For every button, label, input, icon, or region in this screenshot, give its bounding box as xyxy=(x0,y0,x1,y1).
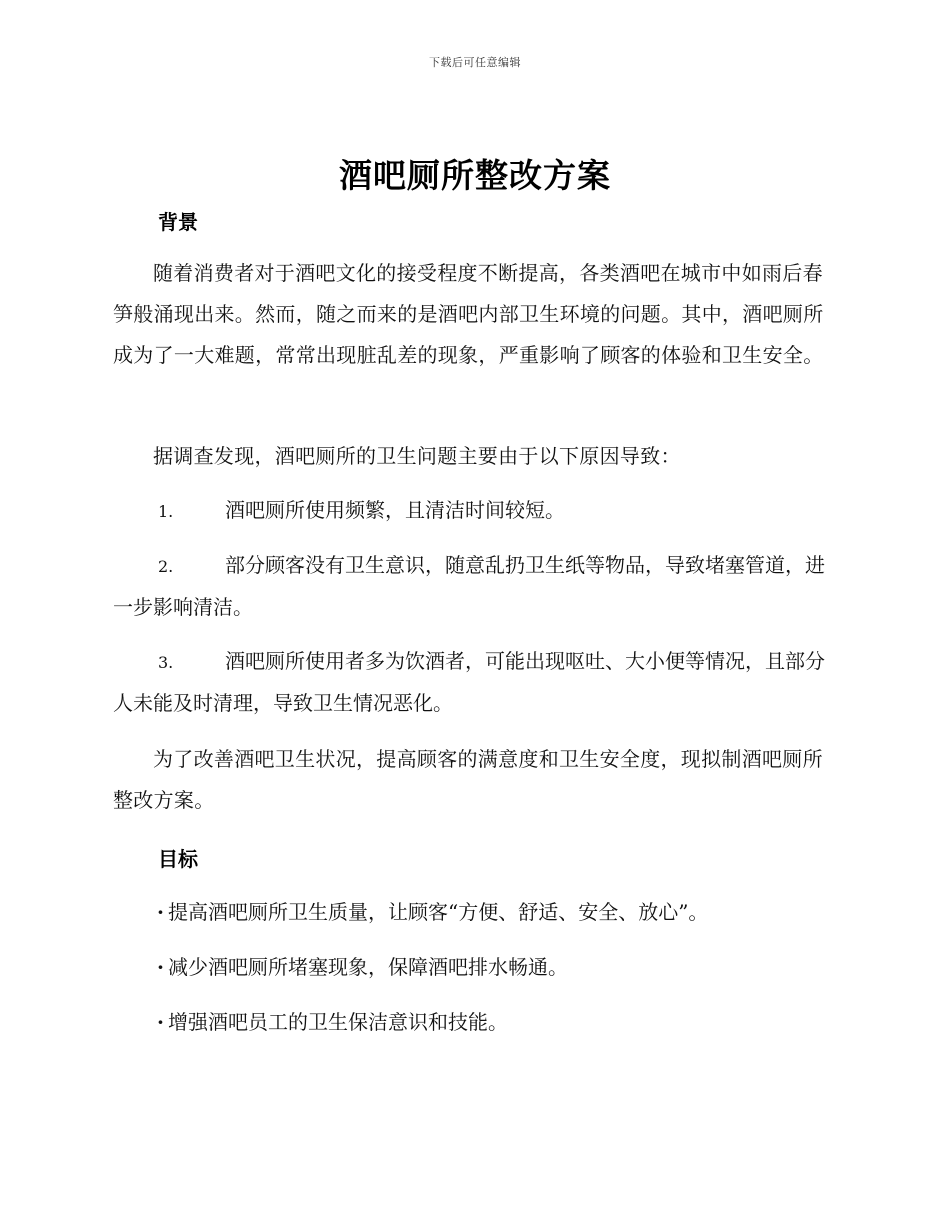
reason-item-3 xyxy=(113,641,833,724)
goal-item-3 xyxy=(157,1007,837,1037)
reason-number: 3. xyxy=(158,653,174,672)
section-heading-goals: 目标 xyxy=(158,847,198,871)
background-paragraph-1: 随着消费者对于酒吧文化的接受程度不断提高，各类酒吧在城市中如雨后春笋般涌现出来。然而，随之而来的是酒吧内部卫生环境的问题。其中，酒吧厕所成为了一大难题，常常出现脏乱差的现象，严重影响了顾客的体验和卫生安全。 xyxy=(113,261,824,367)
background-paragraph-2: 据调查发现，酒吧厕所的卫生问题主要由于以下原因导致： xyxy=(153,444,681,468)
reason-text: 酒吧厕所使用者多为饮酒者，可能出现呕吐、大小便等情况，且部分人未能及时清理，导致卫生情况恶化。 xyxy=(113,649,825,715)
reason-number: 2. xyxy=(158,557,174,576)
reason-item-1 xyxy=(113,490,833,532)
goal-item-2 xyxy=(157,952,837,982)
document-title: 酒吧厕所整改方案 xyxy=(339,156,611,195)
goal-text: 增强酒吧员工的卫生保洁意识和技能。 xyxy=(167,1010,508,1034)
bullet-icon: · xyxy=(157,1010,164,1034)
reason-item-2 xyxy=(113,545,833,628)
header-note: 下载后可任意编辑 xyxy=(429,56,521,69)
reason-number: 1. xyxy=(158,502,174,521)
bullet-icon: · xyxy=(157,900,164,924)
background-paragraph-3: 为了改善酒吧卫生状况，提高顾客的满意度和卫生安全度，现拟制酒吧厕所整改方案。 xyxy=(113,747,823,812)
goal-text: 提高酒吧厕所卫生质量，让顾客“方便、舒适、安全、放心”。 xyxy=(167,900,709,924)
goal-item-1 xyxy=(157,897,837,927)
goal-text: 减少酒吧厕所堵塞现象，保障酒吧排水畅通。 xyxy=(167,955,568,979)
section-heading-background: 背景 xyxy=(158,210,198,234)
reason-text: 酒吧厕所使用频繁，且清洁时间较短。 xyxy=(225,498,565,522)
bullet-icon: · xyxy=(157,955,164,979)
reason-text: 部分顾客没有卫生意识，随意乱扔卫生纸等物品，导致堵塞管道，进一步影响清洁。 xyxy=(113,553,825,619)
